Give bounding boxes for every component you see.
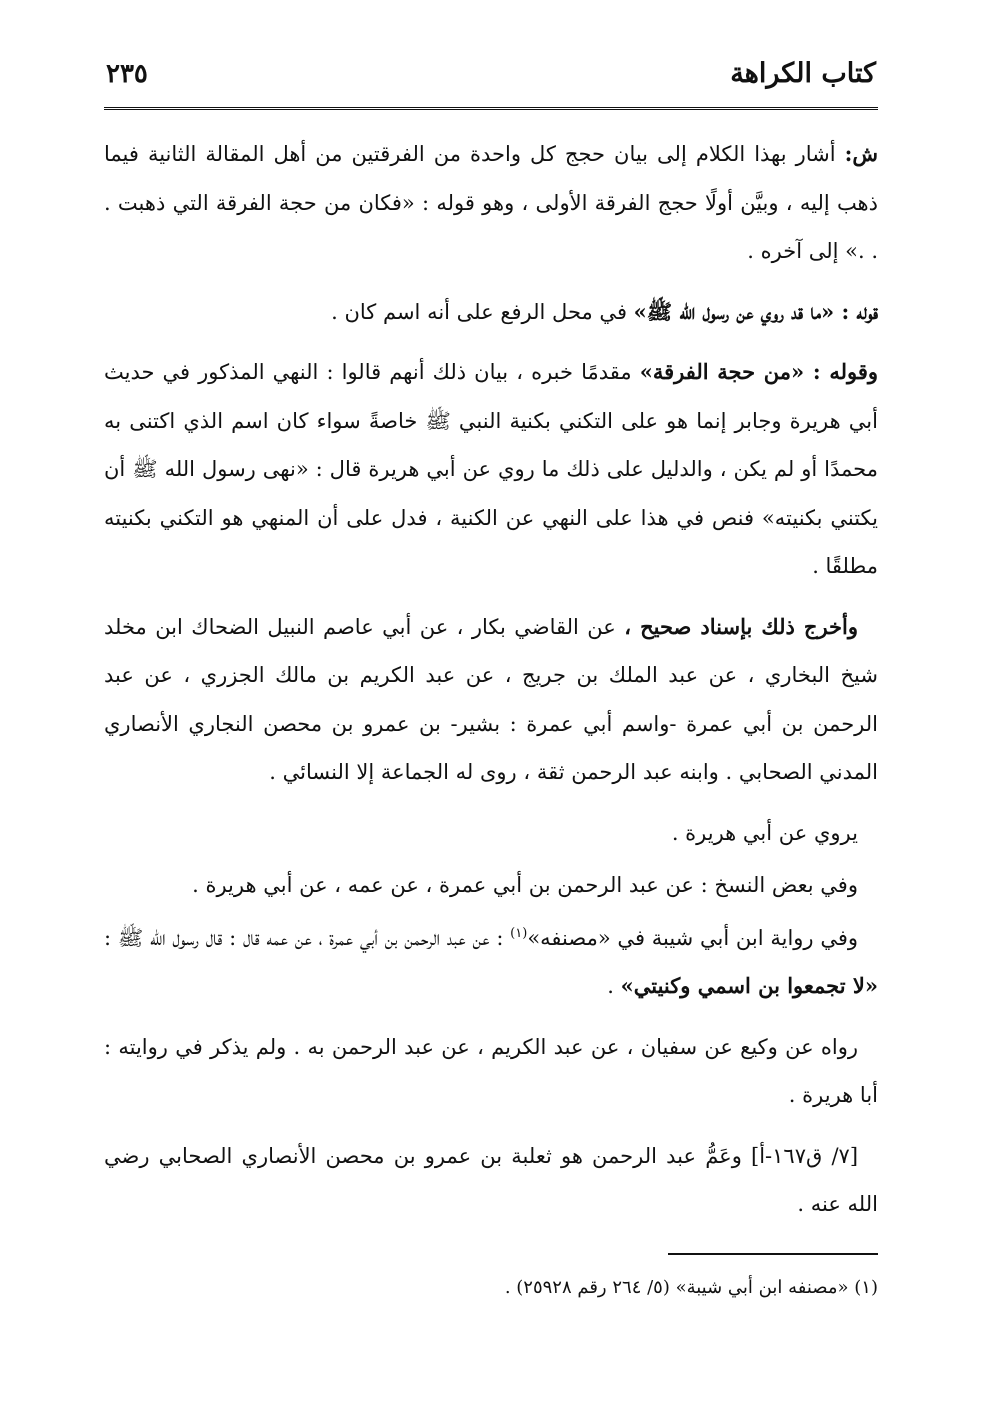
book-title: كتاب الكراهة <box>730 58 876 89</box>
paragraph-lead: ش: <box>844 141 878 166</box>
book-page <box>104 58 878 1348</box>
paragraph <box>104 861 878 910</box>
paragraph-text: يروي عن أبي هريرة . <box>671 820 858 845</box>
paragraph <box>104 130 878 276</box>
footnote: (١) «مصنفه ابن أبي شيبة» (٥/ ٢٦٤ رقم ٢٥٩٢٨) . <box>504 1276 878 1298</box>
paragraph <box>104 288 878 337</box>
paragraph-text: وفي بعض النسخ : عن عبد الرحمن بن أبي عمرة ، عن عمه ، عن أبي هريرة . <box>192 873 858 897</box>
paragraph <box>104 1132 878 1229</box>
paragraph <box>104 914 878 1011</box>
paragraph-lead: وأخرج ذلك بإسناد صحيح ، <box>624 613 858 639</box>
paragraph-text: في محل الرفع على أنه اسم كان . <box>331 299 634 324</box>
paragraph-lead: قوله : «ما قد روي عن رسول الله ﷺ» <box>633 298 878 324</box>
paragraph <box>104 603 878 797</box>
page-number: ٢٣٥ <box>106 59 148 89</box>
paragraph-text: مقدمًا خبره ، بيان ذلك أنهم قالوا : النهي المذكور في حديث أبي هريرة وجابر إنما هو على التكني بكنية النبي ﷺ خاصةً سواء كان اسم الذي اكتنى به محمدًا أو لم يكن ، والدليل على ذلك ما روي عن أبي هريرة قال : «نهى رسول الله ﷺ أن يكتني بكنيته» فنص في هذا على النهي عن الكنية ، فدل على أن المنهي هو التكني بكنيته مطلقًا . <box>104 360 878 578</box>
paragraph-text: رواه عن وكيع عن سفيان ، عن عبد الكريم ، عن عبد الرحمن به . ولم يذكر في روايته : أبا هريرة . <box>104 1034 878 1107</box>
paragraph <box>104 809 878 858</box>
paragraph-text: . <box>607 974 621 998</box>
paragraph-text: أشار بهذا الكلام إلى بيان حجج كل واحدة من الفرقتين من أهل المقالة الثانية فيما ذهب إليه ، وبيَّن أولًا حجج الفرقة الأولى ، وهو قوله : «فكان من حجة الفرقة التي ذهبت . . .» إلى آخره . <box>104 142 878 263</box>
footnote-marker[interactable]: (١) <box>510 925 528 941</box>
hadith-quote: «لا تجمعوا بن اسمي وكنيتي» <box>620 973 878 998</box>
paragraph-text: [٧/ ق١٦٧-أ] وعَمُّ عبد الرحمن هو ثعلبة بن عمرو بن محصن الأنصاري الصحابي رضي الله عنه . <box>104 1143 878 1216</box>
paragraph-text: عن القاضي بكار ، عن أبي عاصم النبيل الضحاك ابن مخلد شيخ البخاري ، عن عبد الملك بن جريج ، عن عبد الكريم بن مالك الجزري ، عن عبد الرحمن بن أبي عمرة -واسم أبي عمرة : بشير- بن عمرو بن محصن النجاري الأنصاري المدني الصحابي . وابنه عبد الرحمن ثقة ، روى له الجماعة إلا النسائي . <box>104 614 878 784</box>
paragraph-text: : عن عبد الرحمن بن أبي عمرة ، عن عمه قال : قال رسول الله ﷺ : <box>104 925 511 950</box>
paragraph-lead: وقوله : «من حجة الفرقة» <box>639 359 878 384</box>
footnote-divider <box>668 1253 878 1255</box>
paragraph-text: وفي رواية ابن أبي شيبة في «مصنفه» <box>527 925 859 950</box>
paragraph <box>104 1023 878 1120</box>
paragraph <box>104 348 878 591</box>
page-body <box>104 130 878 1303</box>
page-header <box>104 58 878 110</box>
